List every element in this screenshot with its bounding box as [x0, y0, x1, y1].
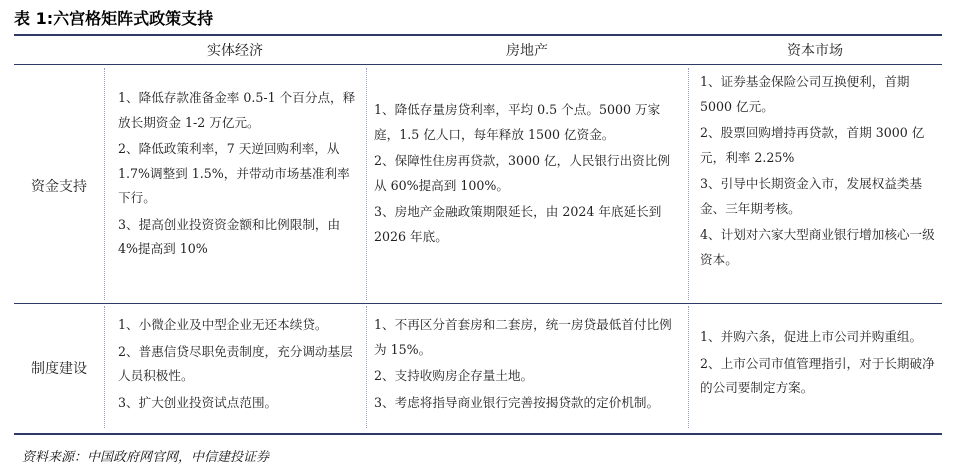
- column-separator: [366, 68, 367, 300]
- column-separator: [104, 306, 105, 428]
- policy-item: 3、考虑将指导商业银行完善按揭贷款的定价机制。: [374, 394, 660, 410]
- policy-item: 3、提高创业投资资金额和比例限制，由 4%提高到 10%: [118, 216, 341, 256]
- cell-institution-real-estate: [374, 313, 682, 417]
- cell-institution-capital-market: [700, 325, 938, 403]
- header-rule: [14, 64, 942, 65]
- column-header-capital-market: 资本市场: [787, 43, 843, 59]
- policy-item: 1、证券基金保险公司互换便利，首期 5000 亿元。: [700, 74, 910, 114]
- policy-item: 2、普惠信贷尽职免责制度，充分调动基层人员积极性。: [118, 343, 353, 383]
- policy-item: 2、支持收购房企存量土地。: [374, 368, 534, 383]
- column-header-real-estate: 房地产: [506, 43, 548, 59]
- row-label-funding-support: 资金支持: [31, 179, 87, 195]
- source-note: 资料来源：中国政府网官网，中信建投证券: [22, 450, 270, 465]
- policy-item: 1、并购六条，促进上市公司并购重组。: [700, 329, 923, 344]
- policy-item: 1、降低存款准备金率 0.5-1 个百分点，释放长期资金 1-2 万亿元。: [118, 90, 356, 130]
- column-separator: [688, 68, 689, 300]
- policy-item: 2、降低政策利率，7 天逆回购利率，从 1.7%调整到 1.5%，并带动市场基准利率下行。: [118, 141, 350, 205]
- column-separator: [366, 306, 367, 428]
- bottom-rule: [14, 433, 942, 435]
- cell-funding-real-estate: [374, 98, 682, 251]
- policy-item: 4、计划对六家大型商业银行增加核心一级资本。: [700, 227, 935, 267]
- policy-item: 2、保障性住房再贷款，3000 亿，人民银行出资比例从 60%提高到 100%。: [374, 153, 670, 193]
- cell-funding-real-economy: [118, 86, 360, 264]
- policy-item: 1、不再区分首套房和二套房，统一房贷最低首付比例为 15%。: [374, 317, 672, 357]
- policy-item: 1、小微企业及中型企业无还本续贷。: [118, 317, 328, 332]
- row-label-institutional-building: 制度建设: [31, 361, 87, 377]
- policy-item: 3、房地产金融政策期限延长，由 2024 年底延长到 2026 年底。: [374, 204, 662, 244]
- cell-institution-real-economy: [118, 313, 360, 417]
- cell-funding-capital-market: [700, 70, 938, 274]
- policy-item: 2、上市公司市值管理指引，对于长期破净的公司要制定方案。: [700, 355, 935, 395]
- policy-item: 2、股票回购增持再贷款，首期 3000 亿元，利率 2.25%: [700, 125, 925, 165]
- row-rule: [14, 303, 942, 304]
- policy-item: 1、降低存量房贷利率，平均 0.5 个点。5000 万家庭，1.5 亿人口，每年释放 1500 亿资金。: [374, 102, 661, 142]
- column-separator: [104, 68, 105, 300]
- column-header-real-economy: 实体经济: [207, 43, 263, 59]
- column-separator: [688, 306, 689, 428]
- policy-item: 3、引导中长期资金入市，发展权益类基金、三年期考核。: [700, 176, 923, 216]
- policy-item: 3、扩大创业投资试点范围。: [118, 394, 278, 410]
- table-title: 表 1:六宫格矩阵式政策支持: [14, 9, 214, 28]
- top-rule: [14, 34, 942, 36]
